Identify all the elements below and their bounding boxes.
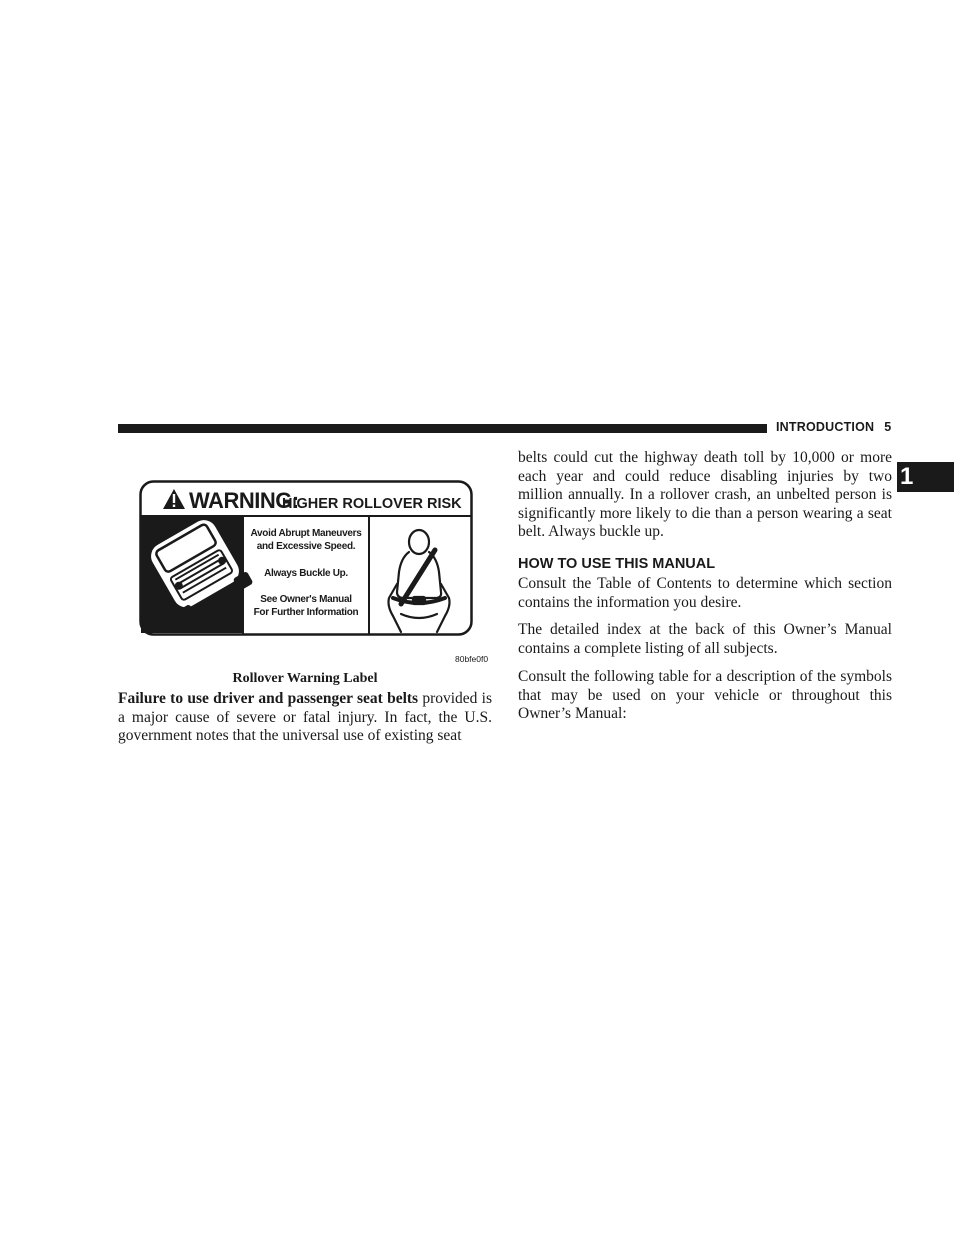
message-manual-line1: See Owner's Manual — [260, 594, 352, 605]
page-number: 5 — [884, 420, 892, 434]
figure-caption: Rollover Warning Label — [232, 671, 378, 686]
seatbelt-continued-paragraph: belts could cut the highway death toll by 10,000 or more each year and could reduce disabling injuries by two million annually. In a rollover crash, an unbelted person is significantly more likely to die than a person wearing a seat belt. Always buckle up. — [518, 449, 892, 541]
rollover-warning-label — [139, 480, 473, 636]
warning-subtitle: HIGHER ROLLOVER RISK — [282, 496, 462, 512]
section-tab: 1 — [897, 462, 954, 492]
header-rule — [118, 424, 767, 433]
message-avoid-line1: Avoid Abrupt Maneuvers — [250, 528, 362, 539]
header-section-title: INTRODUCTION — [776, 420, 875, 434]
rollover-vehicle-icon — [141, 512, 254, 633]
message-avoid-line2: and Excessive Speed. — [256, 541, 356, 552]
figure-code: 80bfe0f0 — [455, 654, 489, 664]
section-heading: HOW TO USE THIS MANUAL — [518, 556, 716, 572]
toc-paragraph: Consult the Table of Contents to determine which section contains the information you desire. — [518, 575, 892, 611]
running-header — [776, 420, 891, 434]
seatbelt-paragraph-lead: Failure to use driver and passenger seat belts — [118, 690, 419, 707]
message-manual-line2: For Further Information — [253, 607, 359, 618]
symbols-paragraph: Consult the following table for a description of the symbols that may be used on your vehicle or throughout this Owner’s Manual: — [518, 668, 892, 723]
seatbelt-paragraph-body: provided is a major cause of severe or fatal injury. In fact, the U.S. government notes that the universal use of existing seat — [118, 690, 492, 745]
message-buckle: Always Buckle Up. — [264, 568, 348, 579]
index-paragraph: The detailed index at the back of this Owner’s Manual contains a complete listing of all subjects. — [518, 621, 892, 657]
warning-word: WARNING: — [189, 488, 299, 513]
seatbelt-paragraph — [118, 690, 492, 746]
